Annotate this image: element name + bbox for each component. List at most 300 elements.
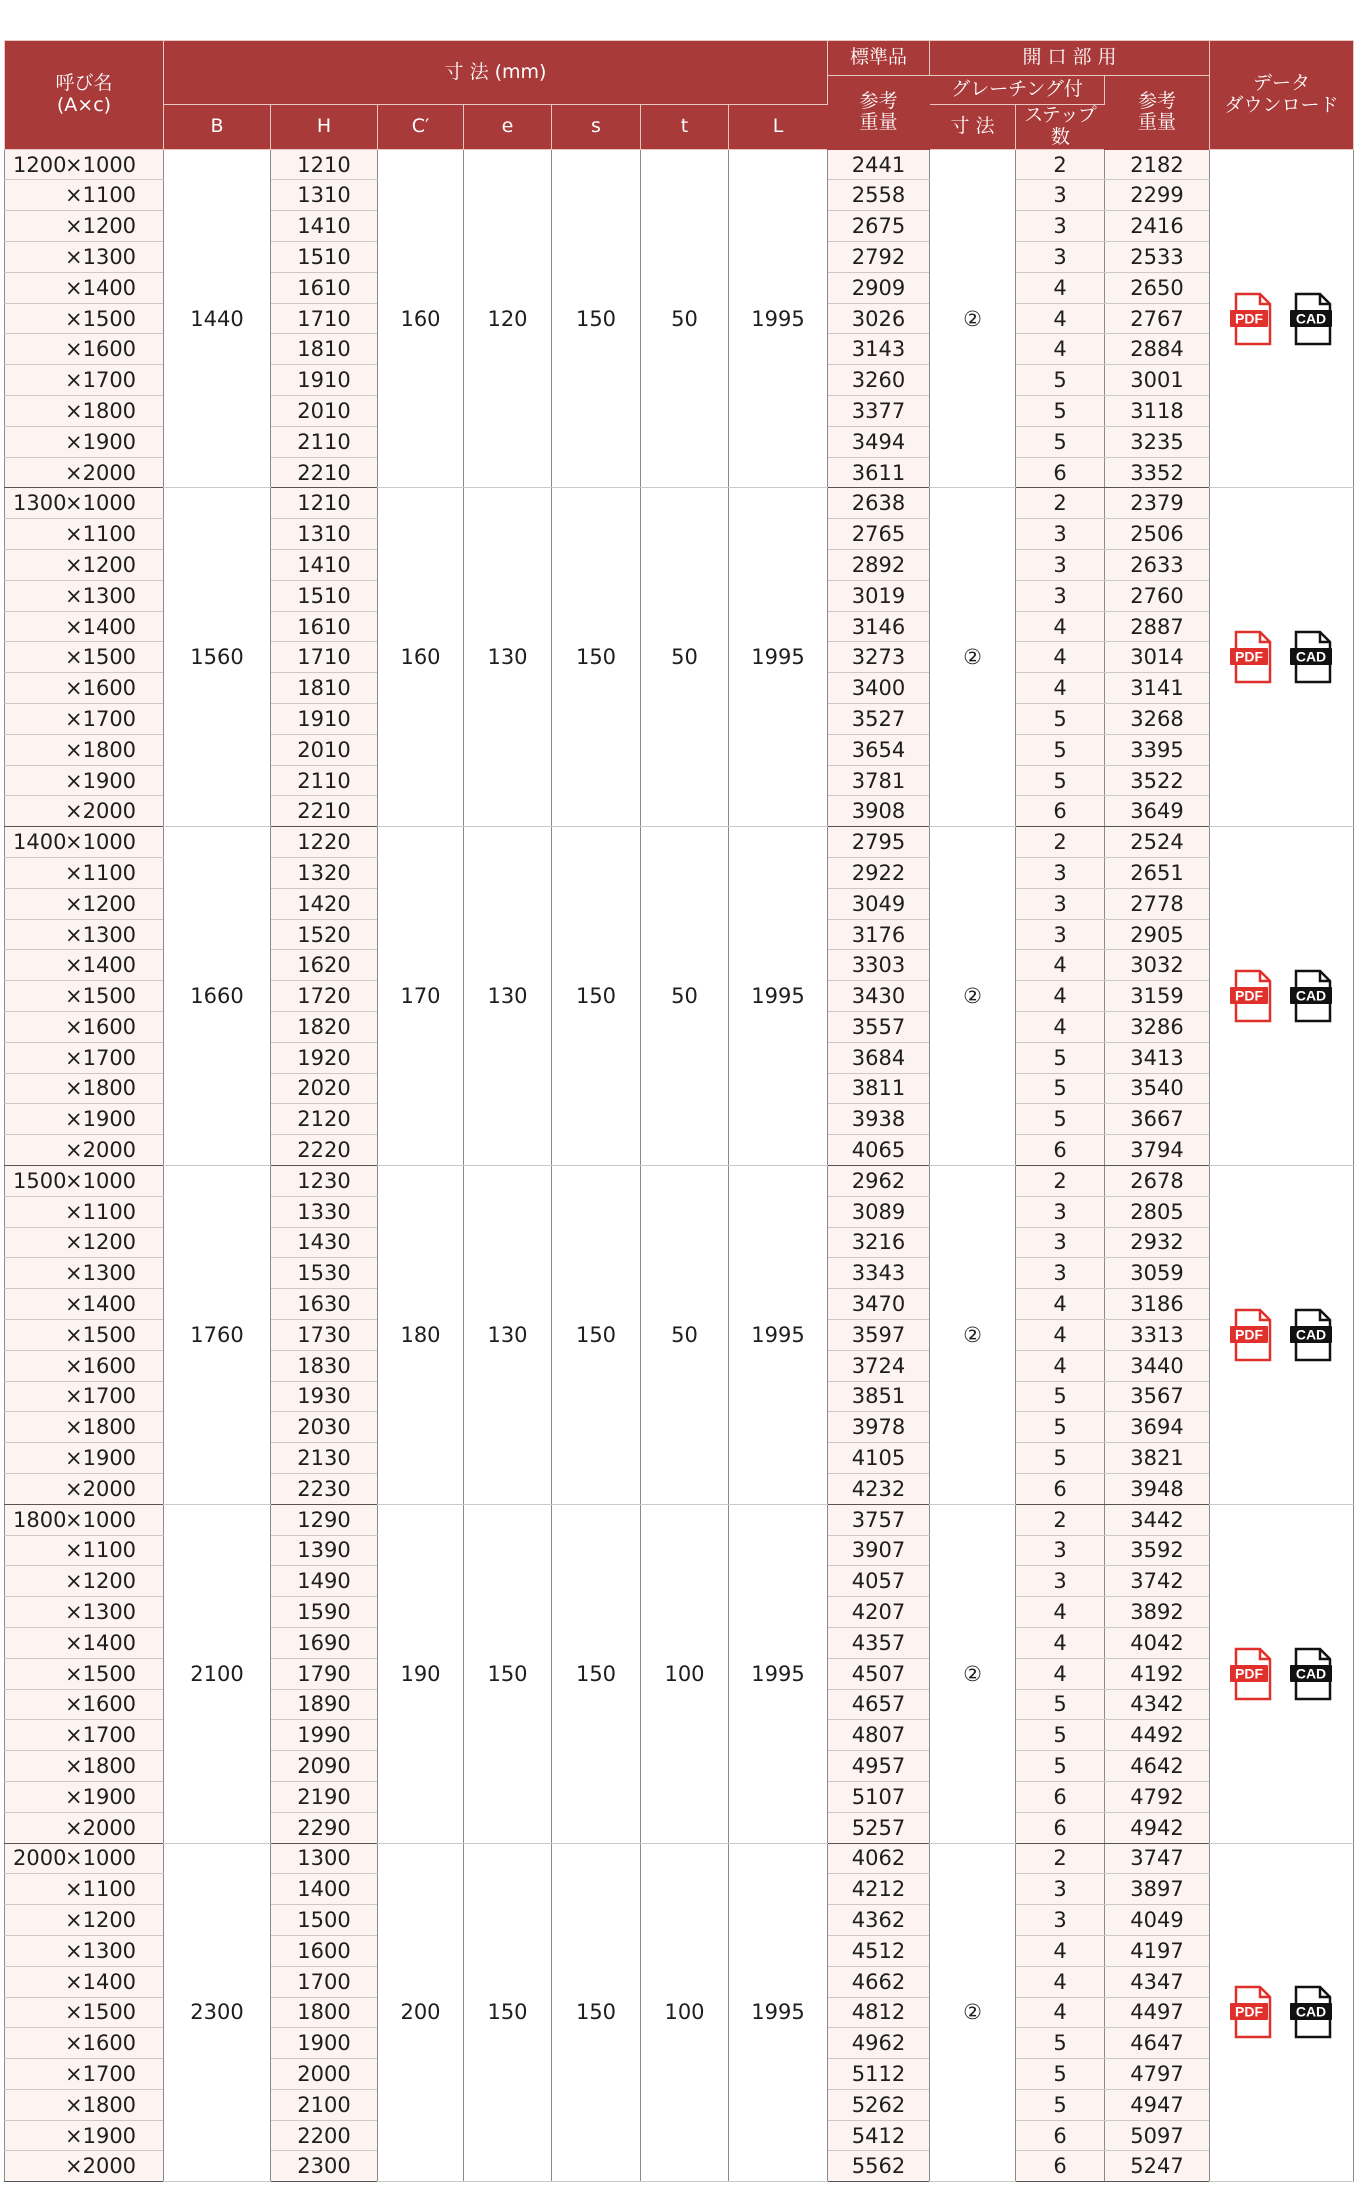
ref-weight2-cell: 2905	[1105, 919, 1210, 950]
ref-weight-cell: 4512	[828, 1935, 930, 1966]
dim-h-cell: 2210	[271, 796, 378, 827]
nominal-name-cell	[5, 1689, 164, 1720]
dim-e-cell: 130	[464, 488, 552, 827]
steps-cell: 6	[1016, 457, 1105, 488]
dim-s-cell: 150	[552, 149, 641, 488]
dim-l-cell: 1995	[729, 1165, 828, 1504]
steps-cell: 2	[1016, 149, 1105, 180]
steps-cell: 6	[1016, 1135, 1105, 1166]
dim-h-cell: 1610	[271, 611, 378, 642]
nominal-name-cell	[5, 1504, 164, 1535]
ref-weight2-cell: 4042	[1105, 1627, 1210, 1658]
nominal-name-cell	[5, 1812, 164, 1843]
steps-cell: 4	[1016, 1319, 1105, 1350]
ref-weight-cell: 4362	[828, 1905, 930, 1936]
ref-weight-cell: 3611	[828, 457, 930, 488]
ref-weight2-cell: 3540	[1105, 1073, 1210, 1104]
ref-weight2-cell: 4049	[1105, 1905, 1210, 1936]
dim-h-cell: 1810	[271, 334, 378, 365]
dim-h-cell: 1790	[271, 1658, 378, 1689]
ref-weight2-cell: 2506	[1105, 519, 1210, 550]
dim-c-cell: 160	[378, 149, 464, 488]
nominal-c: ×1000	[65, 152, 137, 177]
pdf-label-text: PDF	[1234, 1326, 1263, 1343]
download-cell	[1210, 488, 1354, 827]
dim-s-cell: 150	[552, 1165, 641, 1504]
ref-weight-cell: 3026	[828, 303, 930, 334]
grating-size-cell: ②	[930, 1843, 1016, 2182]
nominal-name-cell	[5, 981, 164, 1012]
ref-weight2-cell: 4492	[1105, 1720, 1210, 1751]
ref-weight-cell: 3146	[828, 611, 930, 642]
nominal-c: ×1100	[65, 1877, 137, 1902]
ref-weight-cell: 4812	[828, 1997, 930, 2028]
steps-cell: 4	[1016, 1935, 1105, 1966]
ref-weight-cell: 4957	[828, 1751, 930, 1782]
ref-weight-cell: 3400	[828, 673, 930, 704]
ref-weight2-cell: 2778	[1105, 888, 1210, 919]
header-name	[5, 41, 164, 150]
steps-cell: 5	[1016, 365, 1105, 396]
steps-cell: 3	[1016, 1227, 1105, 1258]
nominal-c: ×1000	[65, 830, 137, 855]
steps-cell: 3	[1016, 180, 1105, 211]
dim-h-cell: 1410	[271, 550, 378, 581]
header-ref-weight2-bottom: 重量	[1138, 111, 1177, 134]
ref-weight-cell: 4105	[828, 1443, 930, 1474]
nominal-c: ×1900	[65, 1446, 137, 1471]
nominal-a: 1800	[13, 1507, 67, 1532]
nominal-c: ×1500	[65, 1322, 137, 1347]
steps-cell: 6	[1016, 1781, 1105, 1812]
pdf-download-icon[interactable]	[1230, 969, 1274, 1023]
nominal-c: ×1600	[65, 676, 137, 701]
table-row	[5, 149, 1354, 180]
dim-h-cell: 1930	[271, 1381, 378, 1412]
nominal-c: ×1500	[65, 645, 137, 670]
ref-weight2-cell: 3892	[1105, 1597, 1210, 1628]
dim-h-cell: 1720	[271, 981, 378, 1012]
nominal-name-cell	[5, 334, 164, 365]
ref-weight-cell: 3757	[828, 1504, 930, 1535]
ref-weight2-cell: 5097	[1105, 2120, 1210, 2151]
dim-h-cell: 1310	[271, 519, 378, 550]
ref-weight-cell: 3176	[828, 919, 930, 950]
steps-cell: 3	[1016, 580, 1105, 611]
steps-cell: 2	[1016, 827, 1105, 858]
nominal-name-cell	[5, 858, 164, 889]
dim-s-cell: 150	[552, 827, 641, 1166]
dim-h-cell: 1730	[271, 1319, 378, 1350]
nominal-c: ×2000	[65, 2154, 137, 2179]
steps-cell: 6	[1016, 2120, 1105, 2151]
nominal-c: ×1700	[65, 1384, 137, 1409]
ref-weight-cell: 3654	[828, 734, 930, 765]
header-download-top: データ	[1253, 72, 1311, 94]
nominal-c: ×1300	[65, 922, 137, 947]
nominal-c: ×1300	[65, 583, 137, 608]
header-ref-weight	[828, 76, 930, 150]
cad-download-icon[interactable]	[1290, 630, 1334, 684]
cad-download-icon[interactable]	[1290, 969, 1334, 1023]
nominal-name-cell	[5, 1042, 164, 1073]
nominal-c: ×1700	[65, 368, 137, 393]
ref-weight2-cell: 4947	[1105, 2089, 1210, 2120]
ref-weight2-cell: 4192	[1105, 1658, 1210, 1689]
nominal-name-cell	[5, 426, 164, 457]
download-icons	[1210, 1647, 1353, 1701]
nominal-name-cell	[5, 1966, 164, 1997]
nominal-c: ×1500	[65, 1661, 137, 1686]
dim-h-cell: 1690	[271, 1627, 378, 1658]
nominal-name-cell	[5, 1443, 164, 1474]
ref-weight2-cell: 4942	[1105, 1812, 1210, 1843]
nominal-name-cell	[5, 272, 164, 303]
steps-cell: 4	[1016, 950, 1105, 981]
header-name-label: 呼び名	[55, 72, 113, 94]
nominal-c: ×1500	[65, 306, 137, 331]
dim-t-cell: 50	[641, 149, 729, 488]
download-cell	[1210, 149, 1354, 488]
nominal-name-cell	[5, 457, 164, 488]
ref-weight-cell: 4207	[828, 1597, 930, 1628]
nominal-name-cell	[5, 1658, 164, 1689]
ref-weight2-cell: 4642	[1105, 1751, 1210, 1782]
grating-size-cell: ②	[930, 827, 1016, 1166]
ref-weight2-cell: 3235	[1105, 426, 1210, 457]
nominal-name-cell	[5, 765, 164, 796]
steps-cell: 2	[1016, 1165, 1105, 1196]
nominal-a: 1200	[13, 152, 67, 177]
steps-cell: 4	[1016, 334, 1105, 365]
spec-table	[4, 40, 1354, 2182]
pdf-download-icon[interactable]	[1230, 1985, 1274, 2039]
steps-cell: 5	[1016, 1751, 1105, 1782]
header-opening: 開 口 部 用	[930, 41, 1210, 76]
header-download	[1210, 41, 1354, 150]
nominal-name-cell	[5, 396, 164, 427]
nominal-a: 1300	[13, 491, 67, 516]
pdf-download-icon[interactable]	[1230, 292, 1274, 346]
dim-h-cell: 2190	[271, 1781, 378, 1812]
ref-weight-cell: 4662	[828, 1966, 930, 1997]
steps-cell: 4	[1016, 981, 1105, 1012]
table-row	[5, 1843, 1354, 1874]
spec-body	[5, 149, 1354, 2182]
steps-cell: 5	[1016, 396, 1105, 427]
dim-l-cell: 1995	[729, 827, 828, 1166]
ref-weight2-cell: 2767	[1105, 303, 1210, 334]
ref-weight2-cell: 2379	[1105, 488, 1210, 519]
nominal-c: ×1900	[65, 2123, 137, 2148]
ref-weight-cell: 3377	[828, 396, 930, 427]
header-col-c: C′	[378, 105, 464, 150]
ref-weight-cell: 5107	[828, 1781, 930, 1812]
ref-weight2-cell: 3141	[1105, 673, 1210, 704]
steps-cell: 5	[1016, 1412, 1105, 1443]
ref-weight2-cell: 2650	[1105, 272, 1210, 303]
ref-weight2-cell: 3747	[1105, 1843, 1210, 1874]
dim-t-cell: 100	[641, 1504, 729, 1843]
nominal-name-cell	[5, 303, 164, 334]
nominal-c: ×1400	[65, 1292, 137, 1317]
nominal-name-cell	[5, 1720, 164, 1751]
dim-h-cell: 1290	[271, 1504, 378, 1535]
dim-h-cell: 1390	[271, 1535, 378, 1566]
dim-h-cell: 2120	[271, 1104, 378, 1135]
dim-h-cell: 1910	[271, 704, 378, 735]
nominal-c: ×1200	[65, 214, 137, 239]
dim-t-cell: 100	[641, 1843, 729, 2182]
steps-cell: 6	[1016, 796, 1105, 827]
nominal-c: ×1600	[65, 1014, 137, 1039]
dim-h-cell: 1400	[271, 1874, 378, 1905]
ref-weight2-cell: 3001	[1105, 365, 1210, 396]
dim-h-cell: 1210	[271, 488, 378, 519]
dim-c-cell: 160	[378, 488, 464, 827]
pdf-download-icon[interactable]	[1230, 630, 1274, 684]
dim-c-cell: 180	[378, 1165, 464, 1504]
nominal-name-cell	[5, 1874, 164, 1905]
nominal-name-cell	[5, 642, 164, 673]
ref-weight-cell: 3430	[828, 981, 930, 1012]
dim-h-cell: 1620	[271, 950, 378, 981]
ref-weight-cell: 5412	[828, 2120, 930, 2151]
ref-weight-cell: 2675	[828, 211, 930, 242]
dim-b-cell: 2300	[164, 1843, 271, 2182]
ref-weight-cell: 3273	[828, 642, 930, 673]
ref-weight2-cell: 3794	[1105, 1135, 1210, 1166]
ref-weight-cell: 3978	[828, 1412, 930, 1443]
nominal-c: ×1800	[65, 737, 137, 762]
ref-weight-cell: 4962	[828, 2028, 930, 2059]
nominal-c: ×2000	[65, 1138, 137, 1163]
nominal-a: 2000	[13, 1846, 67, 1871]
dim-h-cell: 2100	[271, 2089, 378, 2120]
ref-weight-cell: 3557	[828, 1012, 930, 1043]
steps-cell: 6	[1016, 2151, 1105, 2182]
steps-cell: 5	[1016, 704, 1105, 735]
nominal-c: ×1200	[65, 1569, 137, 1594]
steps-cell: 5	[1016, 734, 1105, 765]
ref-weight2-cell: 3694	[1105, 1412, 1210, 1443]
ref-weight-cell: 5112	[828, 2059, 930, 2090]
steps-cell: 4	[1016, 1289, 1105, 1320]
ref-weight2-cell: 3442	[1105, 1504, 1210, 1535]
steps-cell: 3	[1016, 519, 1105, 550]
ref-weight-cell: 2765	[828, 519, 930, 550]
header-dimensions: 寸 法 (mm)	[164, 41, 828, 105]
ref-weight-cell: 4065	[828, 1135, 930, 1166]
ref-weight-cell: 2558	[828, 180, 930, 211]
download-icons	[1210, 969, 1353, 1023]
ref-weight-cell: 3303	[828, 950, 930, 981]
dim-s-cell: 150	[552, 488, 641, 827]
grating-size-cell: ②	[930, 1165, 1016, 1504]
dim-h-cell: 1820	[271, 1012, 378, 1043]
dim-h-cell: 1490	[271, 1566, 378, 1597]
nominal-name-cell	[5, 1258, 164, 1289]
ref-weight2-cell: 2760	[1105, 580, 1210, 611]
nominal-c: ×2000	[65, 460, 137, 485]
steps-cell: 5	[1016, 1689, 1105, 1720]
dim-h-cell: 2290	[271, 1812, 378, 1843]
dim-h-cell: 2010	[271, 396, 378, 427]
dim-h-cell: 2110	[271, 765, 378, 796]
nominal-c: ×1700	[65, 1723, 137, 1748]
ref-weight-cell: 3260	[828, 365, 930, 396]
cad-download-icon[interactable]	[1290, 1308, 1334, 1362]
cad-download-icon[interactable]	[1290, 1985, 1334, 2039]
ref-weight2-cell: 2651	[1105, 858, 1210, 889]
nominal-name-cell	[5, 1012, 164, 1043]
table-row	[5, 488, 1354, 519]
grating-size-cell: ②	[930, 149, 1016, 488]
header-steps: ステップ数	[1016, 105, 1105, 150]
download-icons	[1210, 292, 1353, 346]
dim-c-cell: 170	[378, 827, 464, 1166]
download-cell	[1210, 1504, 1354, 1843]
nominal-c: ×1100	[65, 860, 137, 885]
dim-h-cell: 1510	[271, 242, 378, 273]
ref-weight-cell: 3938	[828, 1104, 930, 1135]
steps-cell: 2	[1016, 488, 1105, 519]
dim-h-cell: 1210	[271, 149, 378, 180]
steps-cell: 5	[1016, 1443, 1105, 1474]
nominal-c: ×1600	[65, 337, 137, 362]
steps-cell: 4	[1016, 611, 1105, 642]
nominal-c: ×1800	[65, 398, 137, 423]
ref-weight-cell: 4062	[828, 1843, 930, 1874]
ref-weight-cell: 4807	[828, 1720, 930, 1751]
ref-weight-cell: 5257	[828, 1812, 930, 1843]
steps-cell: 5	[1016, 1381, 1105, 1412]
table-row	[5, 1504, 1354, 1535]
nominal-c: ×1800	[65, 2092, 137, 2117]
ref-weight2-cell: 2416	[1105, 211, 1210, 242]
nominal-c: ×1200	[65, 552, 137, 577]
ref-weight2-cell: 3440	[1105, 1350, 1210, 1381]
dim-e-cell: 120	[464, 149, 552, 488]
steps-cell: 3	[1016, 242, 1105, 273]
cad-download-icon[interactable]	[1290, 1647, 1334, 1701]
ref-weight2-cell: 3014	[1105, 642, 1210, 673]
dim-h-cell: 1590	[271, 1597, 378, 1628]
table-row	[5, 827, 1354, 858]
header-col-h: H	[271, 105, 378, 150]
ref-weight-cell: 3343	[828, 1258, 930, 1289]
nominal-name-cell	[5, 1104, 164, 1135]
nominal-name-cell	[5, 888, 164, 919]
header-ref-weight-bottom: 重量	[859, 111, 898, 134]
nominal-name-cell	[5, 1319, 164, 1350]
ref-weight-cell: 5562	[828, 2151, 930, 2182]
pdf-download-icon[interactable]	[1230, 1308, 1274, 1362]
pdf-label-text: PDF	[1234, 987, 1263, 1004]
cad-label-text: CAD	[1295, 648, 1326, 665]
pdf-download-icon[interactable]	[1230, 1647, 1274, 1701]
nominal-c: ×1400	[65, 953, 137, 978]
nominal-c: ×1600	[65, 1692, 137, 1717]
dim-b-cell: 1560	[164, 488, 271, 827]
steps-cell: 5	[1016, 2059, 1105, 2090]
nominal-name-cell	[5, 1566, 164, 1597]
dim-h-cell: 1330	[271, 1196, 378, 1227]
steps-cell: 3	[1016, 550, 1105, 581]
nominal-name-cell	[5, 1597, 164, 1628]
nominal-name-cell	[5, 1073, 164, 1104]
steps-cell: 5	[1016, 2028, 1105, 2059]
ref-weight-cell: 3724	[828, 1350, 930, 1381]
nominal-c: ×1000	[65, 1846, 137, 1871]
dim-h-cell: 1700	[271, 1966, 378, 1997]
nominal-name-cell	[5, 1781, 164, 1812]
dim-h-cell: 1310	[271, 180, 378, 211]
header-name-sub: (A×c)	[56, 93, 112, 116]
dim-t-cell: 50	[641, 488, 729, 827]
ref-weight-cell: 3089	[828, 1196, 930, 1227]
ref-weight2-cell: 3413	[1105, 1042, 1210, 1073]
steps-cell: 4	[1016, 1966, 1105, 1997]
ref-weight2-cell: 2182	[1105, 149, 1210, 180]
steps-cell: 4	[1016, 642, 1105, 673]
ref-weight2-cell: 3567	[1105, 1381, 1210, 1412]
ref-weight2-cell: 3268	[1105, 704, 1210, 735]
nominal-a: 1500	[13, 1168, 67, 1193]
ref-weight-cell: 2922	[828, 858, 930, 889]
ref-weight2-cell: 3313	[1105, 1319, 1210, 1350]
nominal-name-cell	[5, 1905, 164, 1936]
dim-h-cell: 2300	[271, 2151, 378, 2182]
ref-weight-cell: 3597	[828, 1319, 930, 1350]
steps-cell: 4	[1016, 1627, 1105, 1658]
dim-h-cell: 1300	[271, 1843, 378, 1874]
nominal-name-cell	[5, 550, 164, 581]
ref-weight-cell: 3049	[828, 888, 930, 919]
ref-weight-cell: 2909	[828, 272, 930, 303]
steps-cell: 4	[1016, 1350, 1105, 1381]
nominal-name-cell	[5, 580, 164, 611]
steps-cell: 6	[1016, 1473, 1105, 1504]
steps-cell: 2	[1016, 1843, 1105, 1874]
ref-weight2-cell: 4342	[1105, 1689, 1210, 1720]
ref-weight-cell: 4212	[828, 1874, 930, 1905]
nominal-c: ×1300	[65, 244, 137, 269]
ref-weight-cell: 3019	[828, 580, 930, 611]
nominal-c: ×2000	[65, 1476, 137, 1501]
steps-cell: 4	[1016, 303, 1105, 334]
nominal-name-cell	[5, 2059, 164, 2090]
steps-cell: 3	[1016, 1566, 1105, 1597]
pdf-label-text: PDF	[1234, 648, 1263, 665]
ref-weight2-cell: 2299	[1105, 180, 1210, 211]
cad-label-text: CAD	[1295, 2003, 1326, 2020]
ref-weight2-cell: 3948	[1105, 1473, 1210, 1504]
ref-weight2-cell: 3522	[1105, 765, 1210, 796]
steps-cell: 3	[1016, 919, 1105, 950]
dim-h-cell: 1710	[271, 642, 378, 673]
steps-cell: 3	[1016, 211, 1105, 242]
pdf-label-text: PDF	[1234, 310, 1263, 327]
nominal-name-cell	[5, 1165, 164, 1196]
dim-b-cell: 1660	[164, 827, 271, 1166]
dim-h-cell: 2020	[271, 1073, 378, 1104]
dim-l-cell: 1995	[729, 149, 828, 488]
cad-download-icon[interactable]	[1290, 292, 1334, 346]
nominal-name-cell	[5, 1997, 164, 2028]
dim-h-cell: 1630	[271, 1289, 378, 1320]
header-grating: グレーチング付	[930, 76, 1105, 105]
